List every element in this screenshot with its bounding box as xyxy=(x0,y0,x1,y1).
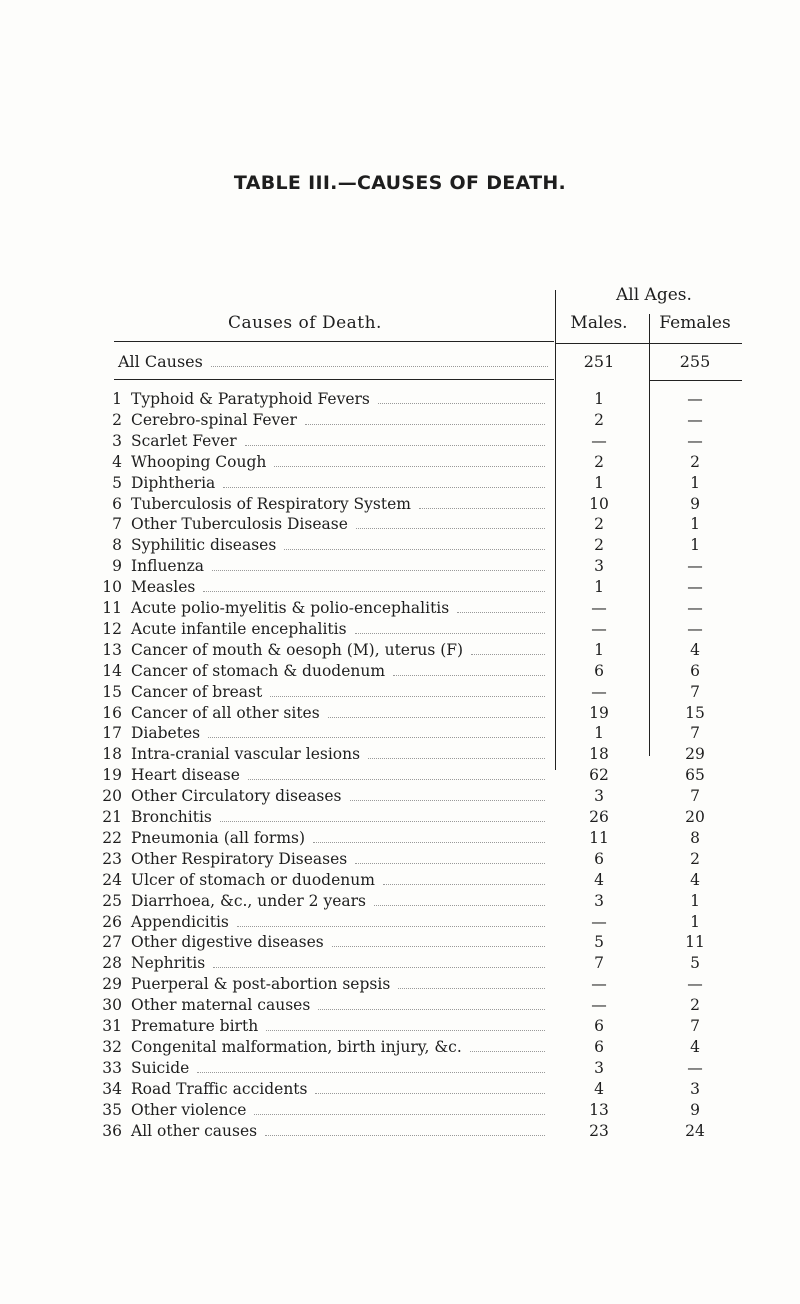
cause-cell xyxy=(131,975,551,993)
cause-label: Pneumonia (all forms) xyxy=(131,828,306,847)
leader-dots xyxy=(315,1093,545,1094)
table-row xyxy=(0,1122,800,1140)
leader-dots xyxy=(355,633,545,634)
males-value: 6 xyxy=(594,1017,604,1035)
row-number: 23 xyxy=(102,849,122,868)
leader-dots xyxy=(248,779,545,780)
row-number: 26 xyxy=(102,912,122,931)
males-value: 6 xyxy=(594,1037,604,1056)
cause-label: Other Circulatory diseases xyxy=(131,787,342,806)
cause-cell xyxy=(131,892,551,910)
cause-label: Congenital malformation, birth injury, &c. xyxy=(131,1037,462,1056)
males-value: — xyxy=(591,996,607,1015)
cause-label: Other maternal causes xyxy=(131,996,311,1015)
cause-cell xyxy=(131,766,551,784)
table-row xyxy=(0,390,800,408)
table-row xyxy=(0,829,800,847)
females-value: 1 xyxy=(690,912,700,931)
females-value: — xyxy=(687,431,703,450)
females-value: — xyxy=(687,390,703,408)
females-value: 1 xyxy=(690,515,700,534)
row-number: 15 xyxy=(102,682,122,701)
females-value: — xyxy=(687,1058,703,1077)
cause-cell xyxy=(131,1038,551,1056)
cause-label: Diabetes xyxy=(131,724,201,743)
males-value: 1 xyxy=(594,578,604,597)
cause-label: Influenza xyxy=(131,557,204,576)
males-value: — xyxy=(591,975,607,994)
males-value: 2 xyxy=(594,410,604,429)
males-value: 1 xyxy=(594,724,604,743)
cause-cell xyxy=(131,704,551,722)
cause-label: All other causes xyxy=(131,1121,258,1140)
table-row xyxy=(0,536,800,554)
table-row xyxy=(0,474,800,492)
females-heading: Females xyxy=(659,313,731,333)
leader-dots xyxy=(471,654,545,655)
cause-cell xyxy=(131,662,551,680)
cause-cell xyxy=(131,745,551,763)
females-value: 20 xyxy=(685,808,705,826)
females-value: 1 xyxy=(690,473,700,492)
row-number: 28 xyxy=(102,954,122,973)
cause-cell xyxy=(131,453,551,471)
cause-cell xyxy=(131,1080,551,1098)
row-number: 5 xyxy=(112,473,122,492)
females-value: 2 xyxy=(690,849,700,868)
males-value: — xyxy=(591,912,607,931)
females-value: 29 xyxy=(685,745,705,764)
cause-cell xyxy=(131,850,551,868)
leader-dots xyxy=(211,366,548,367)
row-number: 21 xyxy=(102,808,122,826)
leader-dots xyxy=(212,570,545,571)
row-number: 12 xyxy=(102,619,122,638)
leader-dots xyxy=(355,863,545,864)
males-value: — xyxy=(591,619,607,638)
females-value: 3 xyxy=(690,1079,700,1098)
cause-label: Diarrhoea, &c., under 2 years xyxy=(131,891,367,910)
table-row xyxy=(0,453,800,471)
leader-dots xyxy=(419,508,545,509)
males-value: 5 xyxy=(594,933,604,952)
cause-label: Cancer of all other sites xyxy=(131,703,320,722)
females-value: 4 xyxy=(690,640,700,659)
row-number: 31 xyxy=(102,1017,122,1035)
cause-label: Scarlet Fever xyxy=(131,431,237,450)
table-row xyxy=(0,557,800,575)
cause-cell xyxy=(131,808,551,826)
males-value: 6 xyxy=(594,849,604,868)
leader-dots xyxy=(223,487,545,488)
all-causes-label: All Causes xyxy=(118,352,203,371)
all-ages-heading: All Ages. xyxy=(616,285,692,305)
leader-dots xyxy=(457,612,545,613)
row-number: 32 xyxy=(102,1037,122,1056)
leader-dots xyxy=(398,988,545,989)
males-value: 1 xyxy=(594,390,604,408)
leader-dots xyxy=(197,1072,545,1073)
leader-dots xyxy=(470,1051,545,1052)
row-number: 13 xyxy=(102,640,122,659)
table-row xyxy=(0,975,800,993)
females-value: 2 xyxy=(690,452,700,471)
leader-dots xyxy=(266,1030,545,1031)
header-rule xyxy=(114,341,554,342)
males-value: 2 xyxy=(594,536,604,555)
males-value: 3 xyxy=(594,1058,604,1077)
cause-label: Other violence xyxy=(131,1100,247,1119)
table-row xyxy=(0,432,800,450)
cause-label: Other Respiratory Diseases xyxy=(131,849,348,868)
males-value: 1 xyxy=(594,640,604,659)
cause-label: Diphtheria xyxy=(131,473,216,492)
row-number: 33 xyxy=(102,1058,122,1077)
table-row xyxy=(0,808,800,826)
leader-dots xyxy=(203,591,545,592)
cause-cell xyxy=(131,536,551,554)
row-number: 16 xyxy=(102,703,122,722)
leader-dots xyxy=(284,549,545,550)
all-causes-row xyxy=(118,352,554,371)
row-number: 35 xyxy=(102,1100,122,1119)
females-value: — xyxy=(687,619,703,638)
table-row xyxy=(0,515,800,533)
males-value: — xyxy=(591,599,607,617)
cause-label: Typhoid & Paratyphoid Fevers xyxy=(131,390,370,408)
row-number: 27 xyxy=(102,933,122,952)
cause-cell xyxy=(131,432,551,450)
leader-dots xyxy=(350,800,546,801)
table-row xyxy=(0,1017,800,1035)
table-row xyxy=(0,996,800,1014)
females-value: 6 xyxy=(690,661,700,680)
cause-label: Measles xyxy=(131,578,196,597)
males-value: 19 xyxy=(589,703,609,722)
table-row xyxy=(0,704,800,722)
females-value: 1 xyxy=(690,891,700,910)
cause-cell xyxy=(131,913,551,931)
table-row xyxy=(0,933,800,951)
all-causes-females: 255 xyxy=(679,352,711,371)
leader-dots xyxy=(270,696,545,697)
males-value: 1 xyxy=(594,473,604,492)
leader-dots xyxy=(378,403,545,404)
table-row xyxy=(0,1038,800,1056)
row-number: 17 xyxy=(102,724,122,743)
cause-label: Cerebro-spinal Fever xyxy=(131,410,297,429)
leader-dots xyxy=(332,946,545,947)
females-value: 11 xyxy=(685,933,705,952)
males-value: 23 xyxy=(589,1121,609,1140)
leader-dots xyxy=(313,842,545,843)
cause-cell xyxy=(131,515,551,533)
row-number: 19 xyxy=(102,766,122,785)
females-value: 2 xyxy=(690,996,700,1015)
cause-label: Road Traffic accidents xyxy=(131,1079,308,1098)
table-row xyxy=(0,1059,800,1077)
row-number: 9 xyxy=(112,557,122,576)
leader-dots xyxy=(265,1135,545,1136)
males-value: 18 xyxy=(589,745,609,764)
males-value: 3 xyxy=(594,891,604,910)
row-number: 7 xyxy=(112,515,122,534)
females-value: 5 xyxy=(690,954,700,973)
females-value: 15 xyxy=(685,703,705,722)
females-value: — xyxy=(687,578,703,597)
males-value: 10 xyxy=(589,494,609,513)
cause-cell xyxy=(131,1017,551,1035)
females-value: 4 xyxy=(690,870,700,889)
cause-cell xyxy=(131,1101,551,1119)
row-number: 10 xyxy=(102,578,122,597)
cause-label: Premature birth xyxy=(131,1017,259,1035)
cause-cell xyxy=(131,1059,551,1077)
leader-dots xyxy=(245,445,545,446)
cause-cell xyxy=(131,933,551,951)
cause-cell xyxy=(131,954,551,972)
row-number: 25 xyxy=(102,891,122,910)
leader-dots xyxy=(274,466,545,467)
cause-label: Intra-cranial vascular lesions xyxy=(131,745,361,764)
cause-label: Syphilitic diseases xyxy=(131,536,277,555)
cause-cell xyxy=(131,996,551,1014)
table-row xyxy=(0,745,800,763)
row-number: 11 xyxy=(102,599,122,617)
males-value: 6 xyxy=(594,661,604,680)
table-row xyxy=(0,913,800,931)
males-heading: Males. xyxy=(570,313,628,333)
cause-label: Whooping Cough xyxy=(131,452,267,471)
cause-cell xyxy=(131,724,551,742)
table-title: TABLE III.—CAUSES OF DEATH. xyxy=(233,172,567,194)
cause-label: Ulcer of stomach or duodenum xyxy=(131,870,375,889)
table-row xyxy=(0,787,800,805)
row-number: 2 xyxy=(112,410,122,429)
cause-cell xyxy=(131,474,551,492)
leader-dots xyxy=(328,717,545,718)
males-value: 62 xyxy=(589,766,609,785)
row-number: 30 xyxy=(102,996,122,1015)
row-number: 34 xyxy=(102,1079,122,1098)
table-row xyxy=(0,683,800,701)
males-value: — xyxy=(591,431,607,450)
leader-dots xyxy=(368,758,545,759)
cause-label: Other Tuberculosis Disease xyxy=(131,515,348,534)
cause-cell xyxy=(131,578,551,596)
cause-cell xyxy=(131,641,551,659)
males-value: 26 xyxy=(589,808,609,826)
cause-cell xyxy=(131,620,551,638)
cause-cell xyxy=(131,1122,551,1140)
males-value: 3 xyxy=(594,557,604,576)
table-row xyxy=(0,850,800,868)
row-number: 14 xyxy=(102,661,122,680)
leader-dots xyxy=(237,926,545,927)
table-row xyxy=(0,1080,800,1098)
cause-label: Cancer of stomach & duodenum xyxy=(131,661,386,680)
leader-dots xyxy=(305,424,545,425)
row-number: 1 xyxy=(112,390,122,408)
males-value: 11 xyxy=(589,828,609,847)
row-number: 36 xyxy=(102,1121,122,1140)
females-value: 7 xyxy=(690,724,700,743)
cause-label: Other digestive diseases xyxy=(131,933,324,952)
cause-label: Heart disease xyxy=(131,766,240,785)
cause-cell xyxy=(131,411,551,429)
row-number: 3 xyxy=(112,431,122,450)
row-number: 22 xyxy=(102,828,122,847)
table-row xyxy=(0,766,800,784)
cause-cell xyxy=(131,787,551,805)
cause-label: Puerperal & post-abortion sepsis xyxy=(131,975,391,994)
table-row xyxy=(0,641,800,659)
females-value: — xyxy=(687,557,703,576)
causes-of-death-heading: Causes of Death. xyxy=(228,313,382,333)
males-value: 3 xyxy=(594,787,604,806)
females-value: — xyxy=(687,975,703,994)
females-value: 4 xyxy=(690,1037,700,1056)
cause-label: Appendicitis xyxy=(131,912,229,931)
females-value: 7 xyxy=(690,1017,700,1035)
cause-cell xyxy=(131,829,551,847)
leader-dots xyxy=(318,1009,545,1010)
females-value: 9 xyxy=(690,494,700,513)
males-value: — xyxy=(591,682,607,701)
table-row xyxy=(0,871,800,889)
females-value: 8 xyxy=(690,828,700,847)
leader-dots xyxy=(383,884,545,885)
table-row xyxy=(0,724,800,742)
table-row xyxy=(0,495,800,513)
males-value: 4 xyxy=(594,870,604,889)
males-value: 7 xyxy=(594,954,604,973)
row-number: 8 xyxy=(112,536,122,555)
table-row xyxy=(0,662,800,680)
females-value: 24 xyxy=(685,1121,705,1140)
cause-cell xyxy=(131,871,551,889)
cause-label: Bronchitis xyxy=(131,808,212,826)
females-value: 7 xyxy=(690,682,700,701)
row-number: 18 xyxy=(102,745,122,764)
females-value: — xyxy=(687,599,703,617)
cause-cell xyxy=(131,390,551,408)
all-causes-rule xyxy=(650,380,742,381)
females-value: 1 xyxy=(690,536,700,555)
cause-cell xyxy=(131,495,551,513)
table-row xyxy=(0,892,800,910)
females-value: 7 xyxy=(690,787,700,806)
cause-label: Cancer of breast xyxy=(131,682,263,701)
row-number: 24 xyxy=(102,870,122,889)
table-row xyxy=(0,954,800,972)
table-row xyxy=(0,411,800,429)
leader-dots xyxy=(213,967,545,968)
females-value: 65 xyxy=(685,766,705,785)
row-number: 6 xyxy=(112,494,122,513)
table-row xyxy=(0,578,800,596)
females-value: 9 xyxy=(690,1100,700,1119)
males-value: 13 xyxy=(589,1100,609,1119)
cause-label: Acute infantile encephalitis xyxy=(131,619,347,638)
cause-cell xyxy=(131,557,551,575)
leader-dots xyxy=(393,675,545,676)
cause-cell xyxy=(131,683,551,701)
leader-dots xyxy=(208,737,545,738)
cause-cell xyxy=(131,599,551,617)
cause-label: Nephritis xyxy=(131,954,206,973)
row-number: 29 xyxy=(102,975,122,994)
cause-label: Cancer of mouth & oesoph (M), uterus (F) xyxy=(131,640,464,659)
males-value: 2 xyxy=(594,452,604,471)
cause-label: Tuberculosis of Respiratory System xyxy=(131,494,411,513)
table-row xyxy=(0,620,800,638)
all-causes-males: 251 xyxy=(583,352,615,371)
table-row xyxy=(0,1101,800,1119)
males-value: 4 xyxy=(594,1079,604,1098)
row-number: 20 xyxy=(102,787,122,806)
males-value: 2 xyxy=(594,515,604,534)
cause-label: Acute polio-myelitis & polio-encephalitis xyxy=(131,599,450,617)
leader-dots xyxy=(374,905,545,906)
leader-dots xyxy=(254,1114,545,1115)
row-number: 4 xyxy=(112,452,122,471)
leader-dots xyxy=(356,528,545,529)
females-value: — xyxy=(687,410,703,429)
leader-dots xyxy=(220,821,545,822)
table-row xyxy=(0,599,800,617)
cause-label: Suicide xyxy=(131,1058,190,1077)
all-causes-rule xyxy=(114,379,554,380)
